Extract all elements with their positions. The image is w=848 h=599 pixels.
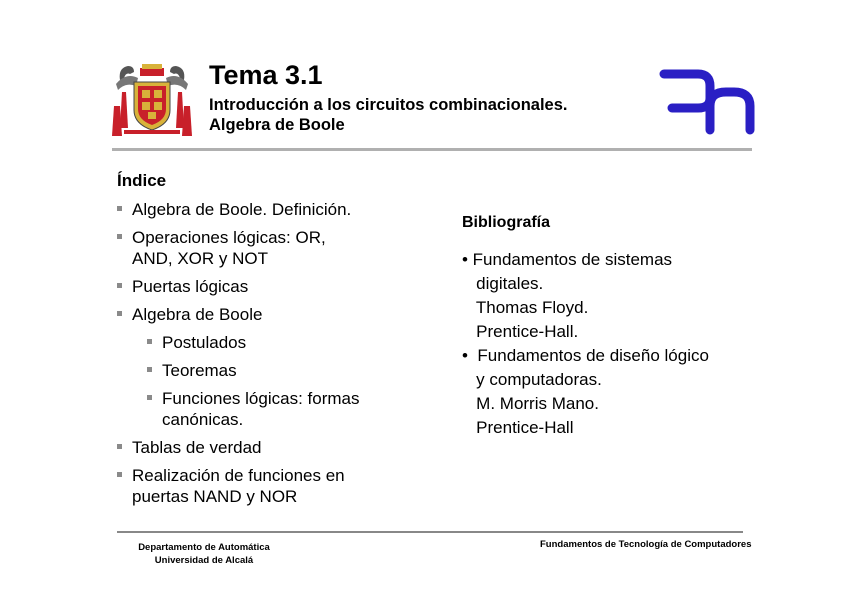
bullet-square-icon <box>147 367 152 372</box>
index-item-text: Teoremas <box>162 361 237 380</box>
subtitle-line-2: Algebra de Boole <box>209 116 345 134</box>
index-bullets <box>117 199 417 507</box>
page-subtitle <box>209 95 568 135</box>
index-item-text: Tablas de verdad <box>132 438 262 457</box>
bibliography-list <box>462 248 709 440</box>
index-item-text: Realización de funciones en puertas NAND y NOR <box>132 466 345 506</box>
bullet-square-icon <box>117 472 122 477</box>
index-item-text: Algebra de Boole. Definición. <box>132 200 352 219</box>
bibliography-line: y computadoras. <box>462 370 602 389</box>
footer-department <box>130 541 278 567</box>
index-item <box>117 304 417 325</box>
bibliography-line: • Fundamentos de sistemas <box>462 250 673 269</box>
index-item <box>117 227 417 269</box>
index-item <box>117 199 417 220</box>
index-item-text: Algebra de Boole <box>132 305 263 324</box>
index-item <box>117 437 417 458</box>
bullet-square-icon <box>117 311 122 316</box>
bibliography-line: M. Morris Mano. <box>462 394 599 413</box>
bibliography-line: • Fundamentos de diseño lógico <box>462 346 709 365</box>
bullet-square-icon <box>117 283 122 288</box>
footer-university-name: Universidad de Alcalá <box>154 555 254 566</box>
bibliography-line: Prentice-Hall. <box>462 322 579 341</box>
bullet-square-icon <box>147 395 152 400</box>
bullet-square-icon <box>117 206 122 211</box>
bullet-square-icon <box>147 339 152 344</box>
index-item <box>147 332 417 353</box>
index-heading: Índice <box>117 171 167 190</box>
university-crest-icon <box>112 58 192 140</box>
index-list <box>117 199 417 507</box>
index-item <box>147 360 417 381</box>
header-divider <box>112 148 752 151</box>
bibliography-line: digitales. <box>462 274 544 293</box>
index-item-text: Postulados <box>162 333 247 352</box>
bullet-square-icon <box>117 234 122 239</box>
bibliography-heading: Bibliografía <box>462 214 551 231</box>
footer-divider <box>117 531 743 533</box>
footer-department-name: Departamento de Automática <box>138 542 270 553</box>
index-item-text: Puertas lógicas <box>132 277 249 296</box>
bibliography-line: Thomas Floyd. <box>462 298 589 317</box>
index-item <box>117 276 417 297</box>
page-title: Tema 3.1 <box>209 60 323 90</box>
bullet-square-icon <box>117 444 122 449</box>
index-item-text: Funciones lógicas: formas canónicas. <box>162 389 360 429</box>
index-item <box>117 465 417 507</box>
index-item-text: Operaciones lógicas: OR, AND, XOR y NOT <box>132 228 326 268</box>
footer-course-name: Fundamentos de Tecnología de Computadores <box>540 539 752 550</box>
subtitle-line-1: Introducción a los circuitos combinacionales. <box>209 96 568 114</box>
dn-logo-icon <box>658 62 762 138</box>
bibliography-line: Prentice-Hall <box>462 418 574 437</box>
index-item <box>147 388 417 430</box>
